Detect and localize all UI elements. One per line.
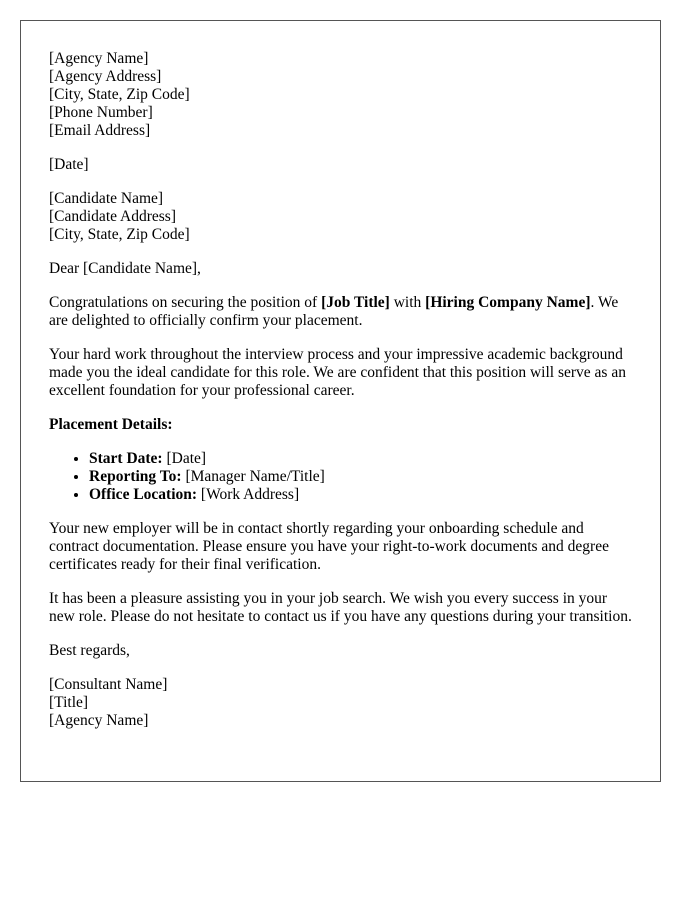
detail-value: [Date]	[162, 450, 207, 467]
detail-label: Office Location:	[89, 486, 198, 503]
detail-reporting-to	[89, 468, 632, 486]
agency-phone: [Phone Number]	[49, 104, 153, 121]
hard-work-paragraph: Your hard work throughout the interview process and your impressive academic background made you the ideal candidate for this role. We are confident that this position will serve as an excellent foundation for your professional career.	[49, 346, 626, 399]
agency-address-block	[49, 50, 632, 140]
consultant-title: [Title]	[49, 694, 89, 711]
congratulations-paragraph	[49, 294, 632, 330]
closing: Best regards,	[49, 642, 130, 659]
detail-label: Start Date:	[89, 450, 163, 467]
candidate-address-block	[49, 190, 632, 244]
salutation: Dear [Candidate Name],	[49, 260, 201, 277]
candidate-name: [Candidate Name]	[49, 190, 164, 207]
placement-details-list	[49, 450, 632, 504]
letter-page	[20, 20, 661, 782]
agency-address: [Agency Address]	[49, 68, 162, 85]
detail-start-date	[89, 450, 632, 468]
farewell-paragraph: It has been a pleasure assisting you in your job search. We wish you every success in your new role. Please do not hesitate to contact us if you have any questions during your transition.	[49, 590, 632, 625]
signature-agency-name: [Agency Name]	[49, 712, 149, 729]
candidate-address: [Candidate Address]	[49, 208, 176, 225]
agency-email: [Email Address]	[49, 122, 151, 139]
consultant-name: [Consultant Name]	[49, 676, 168, 693]
congrats-text-a: Congratulations on securing the position of	[49, 294, 322, 311]
letter-date: [Date]	[49, 156, 89, 173]
hiring-company: [Hiring Company Name]	[425, 294, 591, 311]
placement-details-heading: Placement Details:	[49, 416, 173, 433]
onboarding-paragraph: Your new employer will be in contact shortly regarding your onboarding schedule and contract documentation. Please ensure you have your right-to-work documents and degree certificates ready for their final verification.	[49, 520, 609, 573]
congrats-text-c: . We are delighted to officially confirm your placement.	[49, 294, 619, 329]
job-title: [Job Title]	[321, 294, 390, 311]
detail-value: [Manager Name/Title]	[181, 468, 325, 485]
agency-name: [Agency Name]	[49, 50, 149, 67]
candidate-city-state-zip: [City, State, Zip Code]	[49, 226, 190, 243]
signature-block	[49, 676, 632, 730]
detail-value: [Work Address]	[197, 486, 300, 503]
congrats-text-b: with	[389, 294, 426, 311]
agency-city-state-zip: [City, State, Zip Code]	[49, 86, 190, 103]
detail-label: Reporting To:	[89, 468, 182, 485]
detail-office-location	[89, 486, 632, 504]
